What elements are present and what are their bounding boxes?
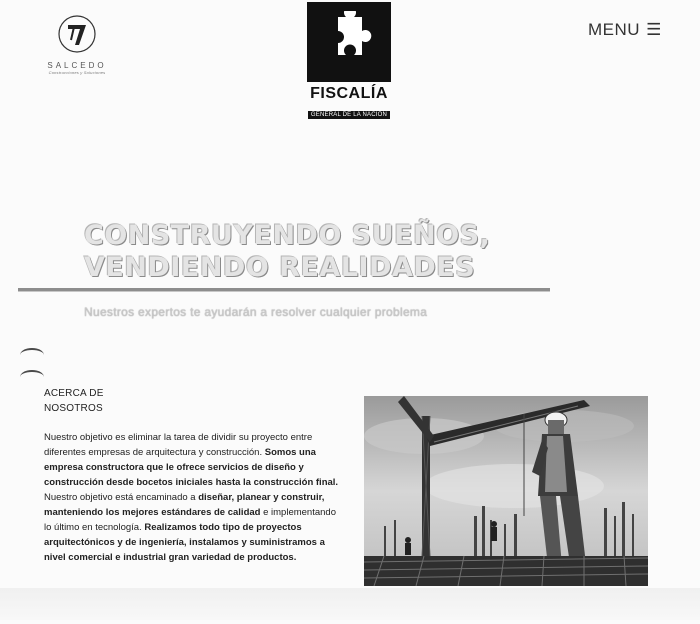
- hero-title-line1: CONSTRUYENDO SUEÑOS,: [84, 220, 491, 251]
- salcedo-emblem-icon: [57, 14, 97, 54]
- menu-button[interactable]: [588, 20, 662, 40]
- salcedo-logo[interactable]: [44, 14, 110, 75]
- hero-divider: [18, 288, 550, 291]
- menu-label: MENU: [588, 20, 641, 39]
- about-text-6: Realizamos todo tipo de proyectos arquitectónicos y de ingeniería, instalamos y suministramos a nivel comercial e industrial gran variedad de productos.: [44, 522, 325, 563]
- about-heading: [44, 386, 104, 416]
- about-paragraph: [44, 430, 344, 565]
- about-text-5: e implementando lo último en tecnología.: [44, 507, 336, 533]
- fiscalia-brand-subtitle: GENERAL DE LA NACIÓN: [308, 111, 390, 119]
- hamburger-icon: ☰: [646, 20, 662, 39]
- about-heading-line2: NOSOTROS: [44, 403, 103, 414]
- about-text-4: diseñar, planear y construir, manteniendo los mejores estándares de calidad: [44, 492, 325, 518]
- salcedo-tagline: Construcciones y Soluciones: [48, 70, 106, 75]
- salcedo-name: SALCEDO: [47, 61, 107, 70]
- scroll-up-icon[interactable]: [20, 348, 44, 362]
- construction-photo: [364, 396, 648, 586]
- fiscalia-brand: FISCALÍA: [310, 85, 388, 102]
- about-text-2: Somos una empresa constructora que le ofrece servicios de diseño y construcción desde bocetos iniciales hasta la construcción final.: [44, 447, 339, 488]
- hero-subtitle: Nuestros expertos te ayudarán a resolver cualquier problema: [84, 305, 428, 319]
- footer-strip: [0, 588, 700, 620]
- about-text-1: Nuestro objetivo es eliminar la tarea de dividir su proyecto entre diferentes empresas de arquitectura y construcción.: [44, 432, 313, 458]
- about-heading-line1: ACERCA DE: [44, 388, 104, 399]
- hero-title: [84, 220, 524, 284]
- puzzle-piece-icon: [307, 2, 391, 82]
- hero-title-line2: VENDIENDO REALIDADES: [84, 252, 476, 283]
- about-text-3: Nuestro objetivo está encaminado a: [44, 492, 196, 503]
- scroll-up-icon[interactable]: [20, 370, 44, 384]
- fiscalia-logo[interactable]: [307, 2, 391, 121]
